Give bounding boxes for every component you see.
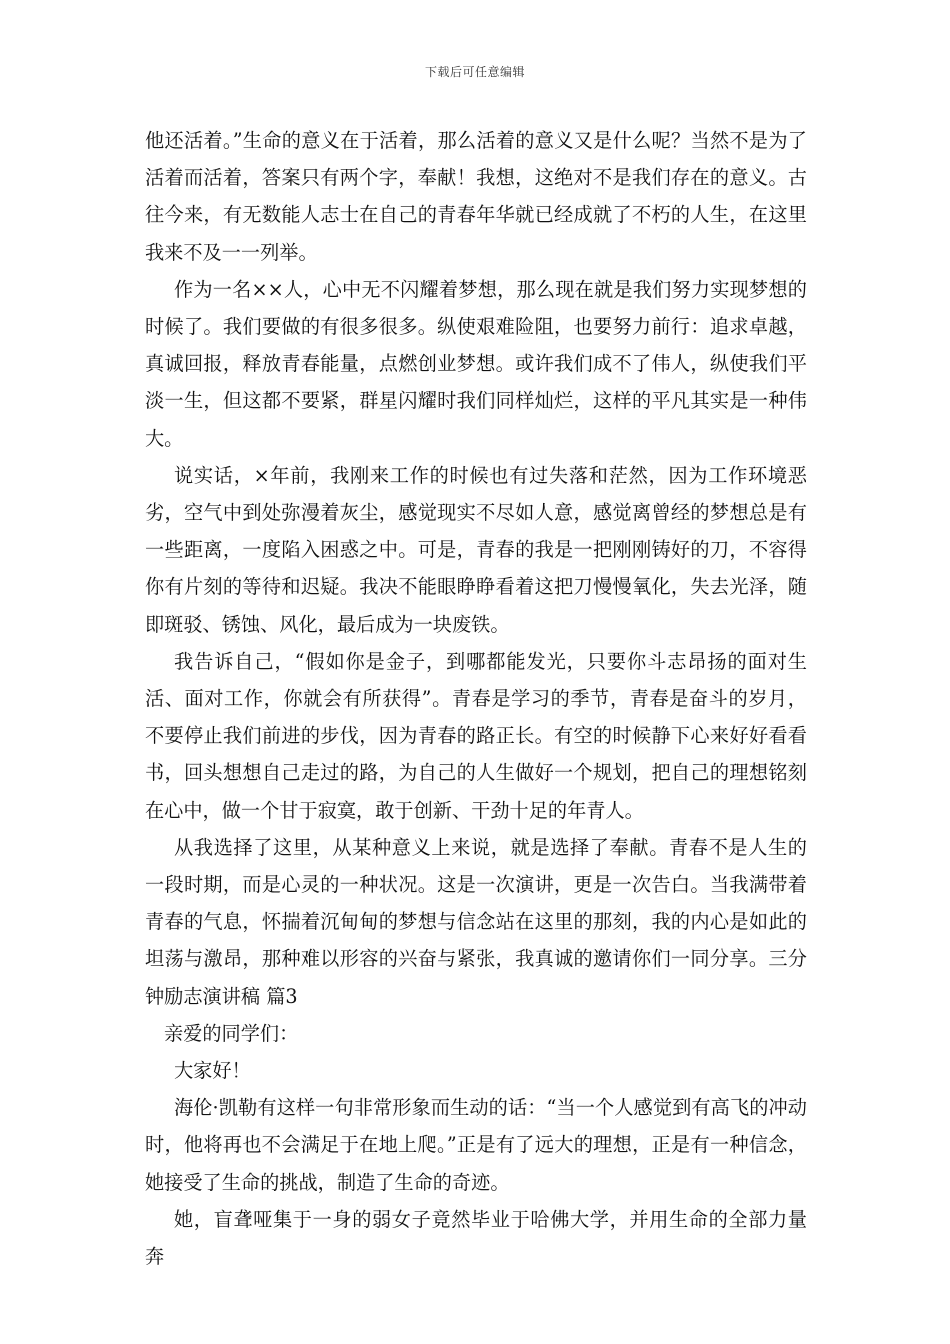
paragraph: 作为一名××人，心中无不闪耀着梦想，那么现在就是我们努力实现梦想的时候了。我们要做的有很多很多。纵使艰难险阻，也要努力前行：追求卓越，真诚回报，释放青春能量，点燃创业梦想。或许我们成不了伟人，纵使我们平淡一生，但这都不要紧，群星闪耀时我们同样灿烂，这样的平凡其实是一种伟大。: [145, 277, 807, 450]
paragraph: 她，盲聋哑集于一身的弱女子竟然毕业于哈佛大学，并用生命的全部力量奔: [145, 1207, 807, 1269]
greeting: 大家好！: [174, 1059, 251, 1083]
document-body: [145, 122, 807, 1275]
paragraph: 说实话，×年前，我刚来工作的时候也有过失落和茫然，因为工作环境恶劣，空气中到处弥漫着灰尘，感觉现实不尽如人意，感觉离曾经的梦想总是有一些距离，一度陷入困惑之中。可是，青春的我是一把刚刚铸好的刀，不容得你有片刻的等待和迟疑。我决不能眼睁睁看着这把刀慢慢氧化，失去光泽，随即斑驳、锈蚀、风化，最后成为一块废铁。: [145, 463, 807, 636]
paragraph: 他还活着。”生命的意义在于活着，那么活着的意义又是什么呢？当然不是为了活着而活着，答案只有两个字，奉献！我想，这绝对不是我们存在的意义。古往今来，有无数能人志士在自己的青春年华就已经成就了不朽的人生，在这里我来不及一一列举。: [145, 129, 807, 264]
salutation: 亲爱的同学们：: [164, 1021, 299, 1045]
page-header: 下载后可任意编辑: [424, 65, 525, 79]
paragraph: 我告诉自己，“假如你是金子，到哪都能发光，只要你斗志昂扬的面对生活、面对工作，你就会有所获得”。青春是学习的季节，青春是奋斗的岁月，不要停止我们前进的步伐，因为青春的路正长。有空的时候静下心来好好看看书，回头想想自己走过的路，为自己的人生做好一个规划，把自己的理想铭刻在心中，做一个甘于寂寞，敢于创新、干劲十足的年青人。: [145, 649, 807, 822]
paragraph: 从我选择了这里，从某种意义上来说，就是选择了奉献。青春不是人生的一段时期，而是心灵的一种状况。这是一次演讲，更是一次告白。当我满带着青春的气息，怀揣着沉甸甸的梦想与信念站在这里的那刻，我的内心是如此的坦荡与激昂，那种难以形容的兴奋与紧张，我真诚的邀请你们一同分享。三分钟励志演讲稿 篇3: [145, 835, 807, 1008]
paragraph: 海伦·凯勒有这样一句非常形象而生动的话：“当一个人感觉到有高飞的冲动时，他将再也不会满足于在地上爬。”正是有了远大的理想，正是有一种信念，她接受了生命的挑战，制造了生命的奇迹。: [145, 1096, 807, 1194]
